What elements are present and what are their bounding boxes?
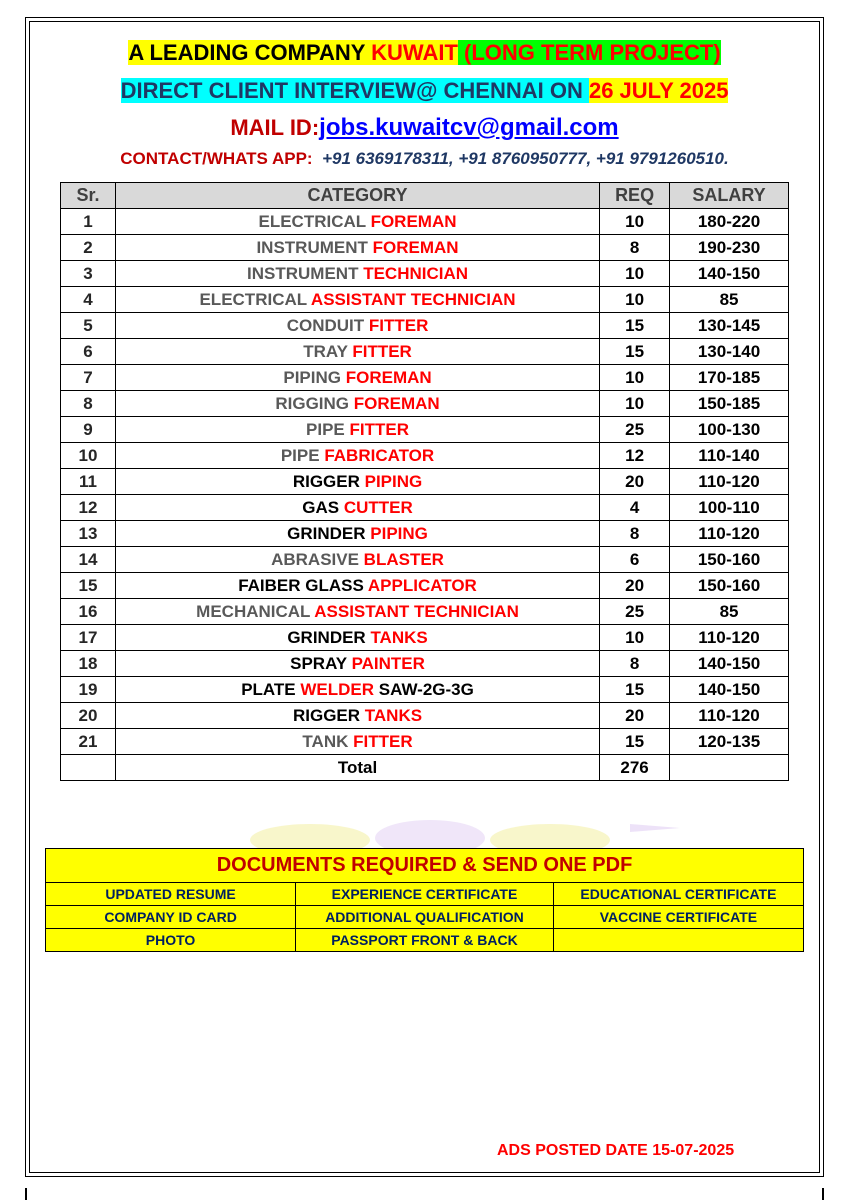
category-role: FITTER: [349, 419, 409, 439]
category-primary: INSTRUMENT: [256, 237, 373, 257]
mail-link[interactable]: jobs.kuwaitcv@gmail.com: [319, 114, 619, 141]
category-primary: PIPE: [280, 445, 325, 465]
category-role: ASSISTANT TECHNICIAN: [310, 289, 516, 309]
row-category: [115, 365, 599, 391]
row-sr: 14: [61, 547, 116, 573]
row-sr: 18: [61, 651, 116, 677]
category-role: FOREMAN: [372, 237, 459, 257]
doc-item: EDUCATIONAL CERTIFICATE: [553, 883, 803, 906]
row-req: 12: [600, 443, 670, 469]
row-category: [115, 287, 599, 313]
row-salary: 110-140: [670, 443, 789, 469]
row-category: [115, 417, 599, 443]
total-salary-empty: [670, 755, 789, 781]
row-req: 15: [600, 677, 670, 703]
category-primary: PIPE: [306, 419, 350, 439]
row-salary: 140-150: [670, 677, 789, 703]
row-salary: 110-120: [670, 703, 789, 729]
row-salary: 150-160: [670, 573, 789, 599]
border-tick: [822, 1188, 824, 1200]
category-primary: RIGGING: [275, 393, 354, 413]
table-row: [61, 547, 789, 573]
category-primary: TRAY: [303, 341, 353, 361]
category-role: FITTER: [353, 731, 413, 751]
row-req: 8: [600, 235, 670, 261]
documents-table: [45, 848, 804, 952]
category-role: FITTER: [368, 315, 429, 335]
row-salary: 130-145: [670, 313, 789, 339]
category-role: TECHNICIAN: [363, 263, 469, 283]
doc-item: PASSPORT FRONT & BACK: [296, 929, 554, 952]
row-sr: 9: [61, 417, 116, 443]
row-category: [115, 261, 599, 287]
row-req: 25: [600, 417, 670, 443]
row-sr: 10: [61, 443, 116, 469]
row-sr: 20: [61, 703, 116, 729]
contact-numbers: +91 6369178311, +91 8760950777, +91 9791260510.: [322, 149, 729, 168]
category-primary: FAIBER GLASS: [238, 575, 368, 595]
row-category: [115, 625, 599, 651]
category-role: TANKS: [364, 705, 423, 725]
row-category: [115, 391, 599, 417]
row-sr: 6: [61, 339, 116, 365]
row-salary: 110-120: [670, 469, 789, 495]
category-role: TANKS: [370, 627, 428, 647]
row-req: 10: [600, 209, 670, 235]
doc-item: EXPERIENCE CERTIFICATE: [296, 883, 554, 906]
row-req: 20: [600, 573, 670, 599]
table-row: [61, 339, 789, 365]
category-role: CUTTER: [343, 497, 413, 517]
table-row: [61, 729, 789, 755]
contact-label: CONTACT/WHATS APP:: [120, 149, 313, 168]
category-role: APPLICATOR: [367, 575, 477, 595]
category-role: FOREMAN: [370, 211, 457, 231]
table-row: [61, 235, 789, 261]
col-header-req: REQ: [600, 183, 670, 209]
row-category: [115, 651, 599, 677]
category-primary: SPRAY: [290, 653, 352, 673]
row-req: 10: [600, 365, 670, 391]
row-sr: 5: [61, 313, 116, 339]
headline-project: (LONG TERM PROJECT): [457, 40, 721, 65]
row-category: [115, 573, 599, 599]
total-value: 276: [600, 755, 670, 781]
headline-company-text: A LEADING COMPANY: [128, 40, 372, 65]
category-primary: GRINDER: [287, 523, 371, 543]
category-primary: RIGGER: [292, 705, 365, 725]
category-role: FABRICATOR: [324, 445, 435, 465]
row-req: 10: [600, 625, 670, 651]
row-category: [115, 235, 599, 261]
table-row: [61, 313, 789, 339]
category-role: PIPING: [364, 471, 423, 491]
row-category: [115, 703, 599, 729]
row-req: 15: [600, 729, 670, 755]
headline-country: KUWAIT: [371, 40, 458, 65]
table-row: [61, 287, 789, 313]
row-salary: 85: [670, 287, 789, 313]
category-role: PIPING: [370, 523, 428, 543]
row-sr: 12: [61, 495, 116, 521]
table-row: [61, 209, 789, 235]
table-row: [61, 261, 789, 287]
row-salary: 180-220: [670, 209, 789, 235]
total-row: [61, 755, 789, 781]
table-row: [61, 599, 789, 625]
row-req: 8: [600, 651, 670, 677]
row-category: [115, 469, 599, 495]
row-category: [115, 313, 599, 339]
category-role: ASSISTANT TECHNICIAN: [314, 601, 519, 621]
row-sr: 1: [61, 209, 116, 235]
row-salary: 130-140: [670, 339, 789, 365]
table-row: [61, 625, 789, 651]
row-req: 4: [600, 495, 670, 521]
category-primary: INSTRUMENT: [247, 263, 364, 283]
table-row: [61, 651, 789, 677]
col-header-salary: SALARY: [670, 183, 789, 209]
category-primary: ELECTRICAL: [258, 211, 371, 231]
row-sr: 21: [61, 729, 116, 755]
col-header-category: CATEGORY: [115, 183, 599, 209]
row-req: 25: [600, 599, 670, 625]
category-primary: ELECTRICAL: [199, 289, 311, 309]
row-category: [115, 547, 599, 573]
row-req: 10: [600, 391, 670, 417]
mail-label: MAIL ID:: [230, 115, 320, 140]
category-role: BLASTER: [363, 549, 444, 569]
doc-item: COMPANY ID CARD: [46, 906, 296, 929]
category-primary: PIPING: [283, 367, 346, 387]
row-salary: 140-150: [670, 261, 789, 287]
row-req: 15: [600, 339, 670, 365]
row-salary: 110-120: [670, 625, 789, 651]
row-salary: 170-185: [670, 365, 789, 391]
row-salary: 100-110: [670, 495, 789, 521]
category-primary: RIGGER: [292, 471, 365, 491]
doc-item: PHOTO: [46, 929, 296, 952]
table-row: [61, 417, 789, 443]
category-primary: PLATE: [241, 679, 301, 699]
documents-title: DOCUMENTS REQUIRED & SEND ONE PDF: [46, 849, 804, 883]
category-suffix: SAW-2G-3G: [374, 679, 474, 699]
row-req: 6: [600, 547, 670, 573]
row-salary: 140-150: [670, 651, 789, 677]
category-primary: TANK: [302, 731, 354, 751]
row-salary: 150-185: [670, 391, 789, 417]
category-primary: MECHANICAL: [196, 601, 315, 621]
documents-row: [46, 929, 804, 952]
row-category: [115, 729, 599, 755]
row-req: 20: [600, 703, 670, 729]
category-role: WELDER: [300, 679, 375, 699]
row-req: 20: [600, 469, 670, 495]
documents-row: [46, 883, 804, 906]
table-row: [61, 391, 789, 417]
row-sr: 13: [61, 521, 116, 547]
headline-interview-date: 26 JULY 2025: [588, 78, 729, 103]
jobs-table: [60, 182, 789, 781]
row-req: 8: [600, 521, 670, 547]
row-sr: 17: [61, 625, 116, 651]
row-sr: 15: [61, 573, 116, 599]
table-row: [61, 365, 789, 391]
doc-item: ADDITIONAL QUALIFICATION: [296, 906, 554, 929]
row-sr: 8: [61, 391, 116, 417]
jobs-table-header: [61, 183, 789, 209]
documents-row: [46, 906, 804, 929]
category-role: FOREMAN: [353, 393, 440, 413]
row-sr: 4: [61, 287, 116, 313]
headline-company: [0, 40, 849, 66]
col-header-sr: Sr.: [61, 183, 116, 209]
row-category: [115, 495, 599, 521]
category-primary: CONDUIT: [286, 315, 369, 335]
table-row: [61, 495, 789, 521]
contact-line: [0, 149, 849, 169]
row-req: 10: [600, 287, 670, 313]
total-empty-cell: [61, 755, 116, 781]
row-category: [115, 443, 599, 469]
table-row: [61, 677, 789, 703]
doc-item: UPDATED RESUME: [46, 883, 296, 906]
row-req: 10: [600, 261, 670, 287]
row-category: [115, 339, 599, 365]
row-category: [115, 521, 599, 547]
row-salary: 120-135: [670, 729, 789, 755]
headline-interview: [0, 78, 849, 104]
doc-item: VACCINE CERTIFICATE: [553, 906, 803, 929]
row-sr: 3: [61, 261, 116, 287]
mail-line: [0, 114, 849, 142]
table-row: [61, 469, 789, 495]
row-salary: 85: [670, 599, 789, 625]
row-category: [115, 599, 599, 625]
row-sr: 19: [61, 677, 116, 703]
category-primary: ABRASIVE: [271, 549, 364, 569]
posted-date: ADS POSTED DATE 15-07-2025: [497, 1142, 735, 1159]
table-row: [61, 521, 789, 547]
table-row: [61, 573, 789, 599]
row-salary: 190-230: [670, 235, 789, 261]
row-category: [115, 209, 599, 235]
row-sr: 7: [61, 365, 116, 391]
row-category: [115, 677, 599, 703]
category-role: FOREMAN: [345, 367, 432, 387]
category-primary: GRINDER: [287, 627, 371, 647]
category-role: FITTER: [352, 341, 412, 361]
total-label: Total: [115, 755, 599, 781]
border-tick: [25, 1188, 27, 1200]
table-row: [61, 443, 789, 469]
category-role: PAINTER: [351, 653, 425, 673]
row-sr: 2: [61, 235, 116, 261]
table-row: [61, 703, 789, 729]
doc-item: [553, 929, 803, 952]
row-req: 15: [600, 313, 670, 339]
category-primary: GAS: [302, 497, 344, 517]
row-sr: 16: [61, 599, 116, 625]
row-salary: 150-160: [670, 547, 789, 573]
row-sr: 11: [61, 469, 116, 495]
headline-interview-text: DIRECT CLIENT INTERVIEW@ CHENNAI ON: [120, 78, 589, 103]
row-salary: 110-120: [670, 521, 789, 547]
row-salary: 100-130: [670, 417, 789, 443]
